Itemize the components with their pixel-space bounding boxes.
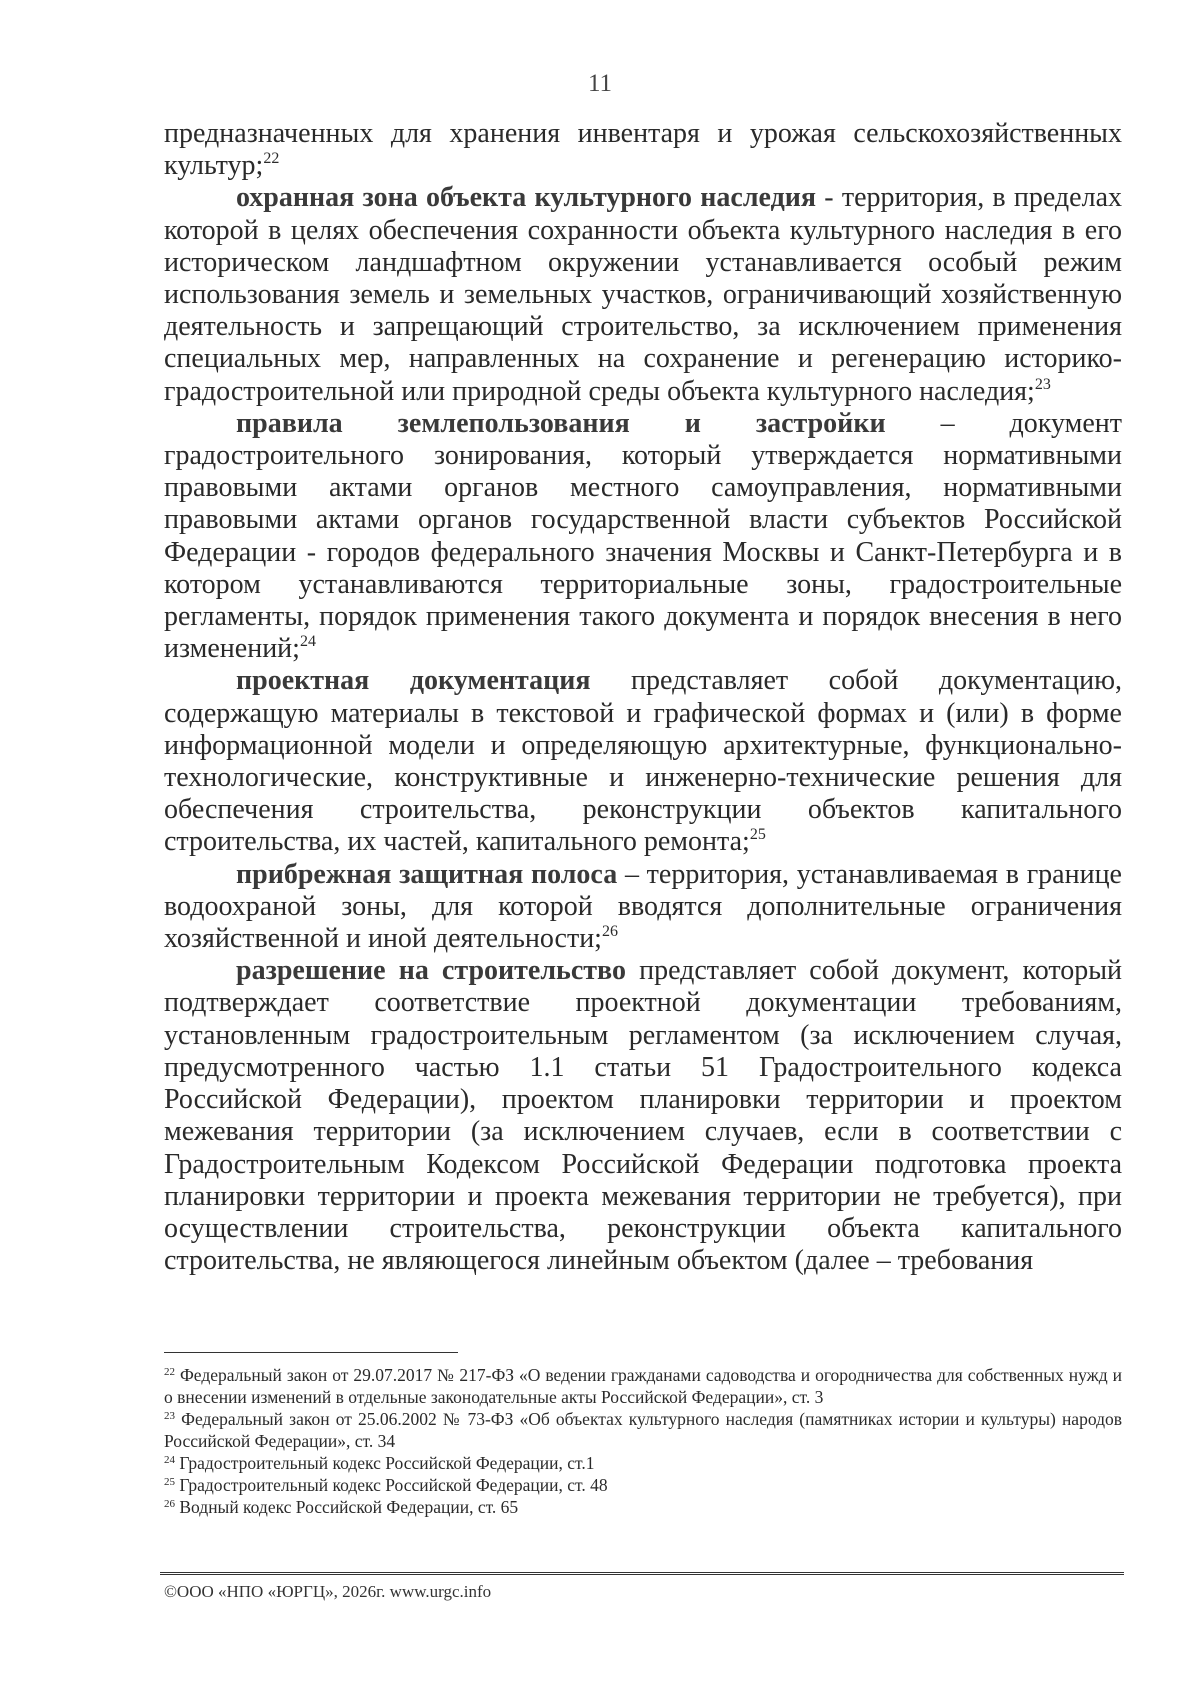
footnote-number: 22 [164,1366,175,1378]
footnote-separator [164,1352,458,1353]
footnote-number: 23 [164,1410,175,1422]
definition-text: – территория, устанавливаемая в границе водоохраной зоны, для которой вводятся дополнительные ограничения хозяйственной и иной деятельности; [164,858,1122,955]
defined-term: прибрежная защитная полоса [236,858,618,890]
definition-text: представляет собой документацию, содержащую материалы в текстовой и графической формах и (или) в форме информационной модели и определяющую архитектурные, функционально-технологические, конструктивные и инженерно-технические решения для обеспечения строительства, реконструкции объектов капитального строительства, их частей, капитального ремонта; [164,665,1122,858]
definition-building-permit [164,955,1122,1277]
footnote-text: Федеральный закон от 29.07.2017 № 217-ФЗ «О ведении гражданами садоводства и огородничества для собственных нужд и о внесении изменений в отдельные законодательные акты Российской Федерации», ст. 3 [164,1365,1122,1407]
footnote-24 [164,1452,1122,1474]
footnote-23 [164,1408,1122,1452]
footnote-text: Градостроительный кодекс Российской Федерации, ст.1 [175,1453,595,1473]
footnote-ref[interactable]: 24 [299,633,316,651]
definition-text: представляет собой документ, который подтверждает соответствие проектной документации требованиям, установленным градостроительным регламентом (за исключением случая, предусмотренного частью 1.1 статьи 51 Градостроительного кодекса Российской Федерации), проектом планировки территории и проектом межевания территории (за исключением случаев, если в соответствии с Градостроительным Кодексом Российской Федерации подготовка проекта планировки территории и проекта межевания территории не требуется), при осуществлении строительства, реконструкции объекта капитального строительства, не являющегося линейным объектом (далее – требования [164,955,1122,1277]
footnote-25 [164,1474,1122,1496]
footnote-text: Федеральный закон от 25.06.2002 № 73-ФЗ «Об объектах культурного наследия (памятниках истории и культуры) народов Российской Федерации», ст. 34 [164,1409,1122,1451]
defined-term: разрешение на строительство [236,955,626,987]
footnote-number: 25 [164,1476,175,1488]
definition-coastal-strip [164,859,1122,956]
footnote-ref[interactable]: 22 [263,150,280,168]
footnote-ref[interactable]: 26 [601,923,618,941]
definition-protected-zone [164,182,1122,407]
definition-project-documentation [164,665,1122,858]
footer-separator [160,1572,1124,1575]
paragraph-continuation [164,118,1122,182]
footnote-text: Водный кодекс Российской Федерации, ст. 65 [175,1497,519,1517]
footnote-number: 26 [164,1498,175,1510]
footnote-text: Градостроительный кодекс Российской Федерации, ст. 48 [175,1475,608,1495]
footnote-22 [164,1364,1122,1408]
definition-text: - территория, в пределах которой в целях обеспечения сохранности объекта культурного наследия в его историческом ландшафтном окружении устанавливается особый режим использования земель и земельных участков, ограничивающий хозяйственную деятельность и запрещающий строительство, за исключением применения специальных мер, направленных на сохранение и регенерацию историко-градостроительной или природной среды объекта культурного наследия; [164,182,1122,407]
footer-copyright: ©ООО «НПО «ЮРГЦ», 2026г. www.urgc.info [164,1582,492,1601]
main-text [164,118,1122,1277]
footnote-26 [164,1496,1122,1518]
footnote-number: 24 [164,1454,175,1466]
definition-land-use-rules [164,408,1122,666]
defined-term: охранная зона объекта культурного наследия [236,182,817,214]
footnote-ref[interactable]: 25 [749,826,766,844]
paragraph-text: предназначенных для хранения инвентаря и урожая сельскохозяйственных культур; [164,118,1122,182]
defined-term: правила землепользования и застройки [236,407,886,439]
definition-text: – документ градостроительного зонирования, который утверждается нормативными правовыми актами органов местного самоуправления, нормативными правовыми актами органов государственной власти субъектов Российской Федерации - городов федерального значения Москвы и Санкт-Петербурга и в котором устанавливаются территориальные зоны, градостроительные регламенты, порядок применения такого документа и порядок внесения в него изменений; [164,407,1123,665]
page-number: 11 [587,70,613,97]
footnotes [164,1364,1122,1518]
footnote-ref[interactable]: 23 [1034,375,1051,393]
defined-term: проектная документация [236,665,591,697]
